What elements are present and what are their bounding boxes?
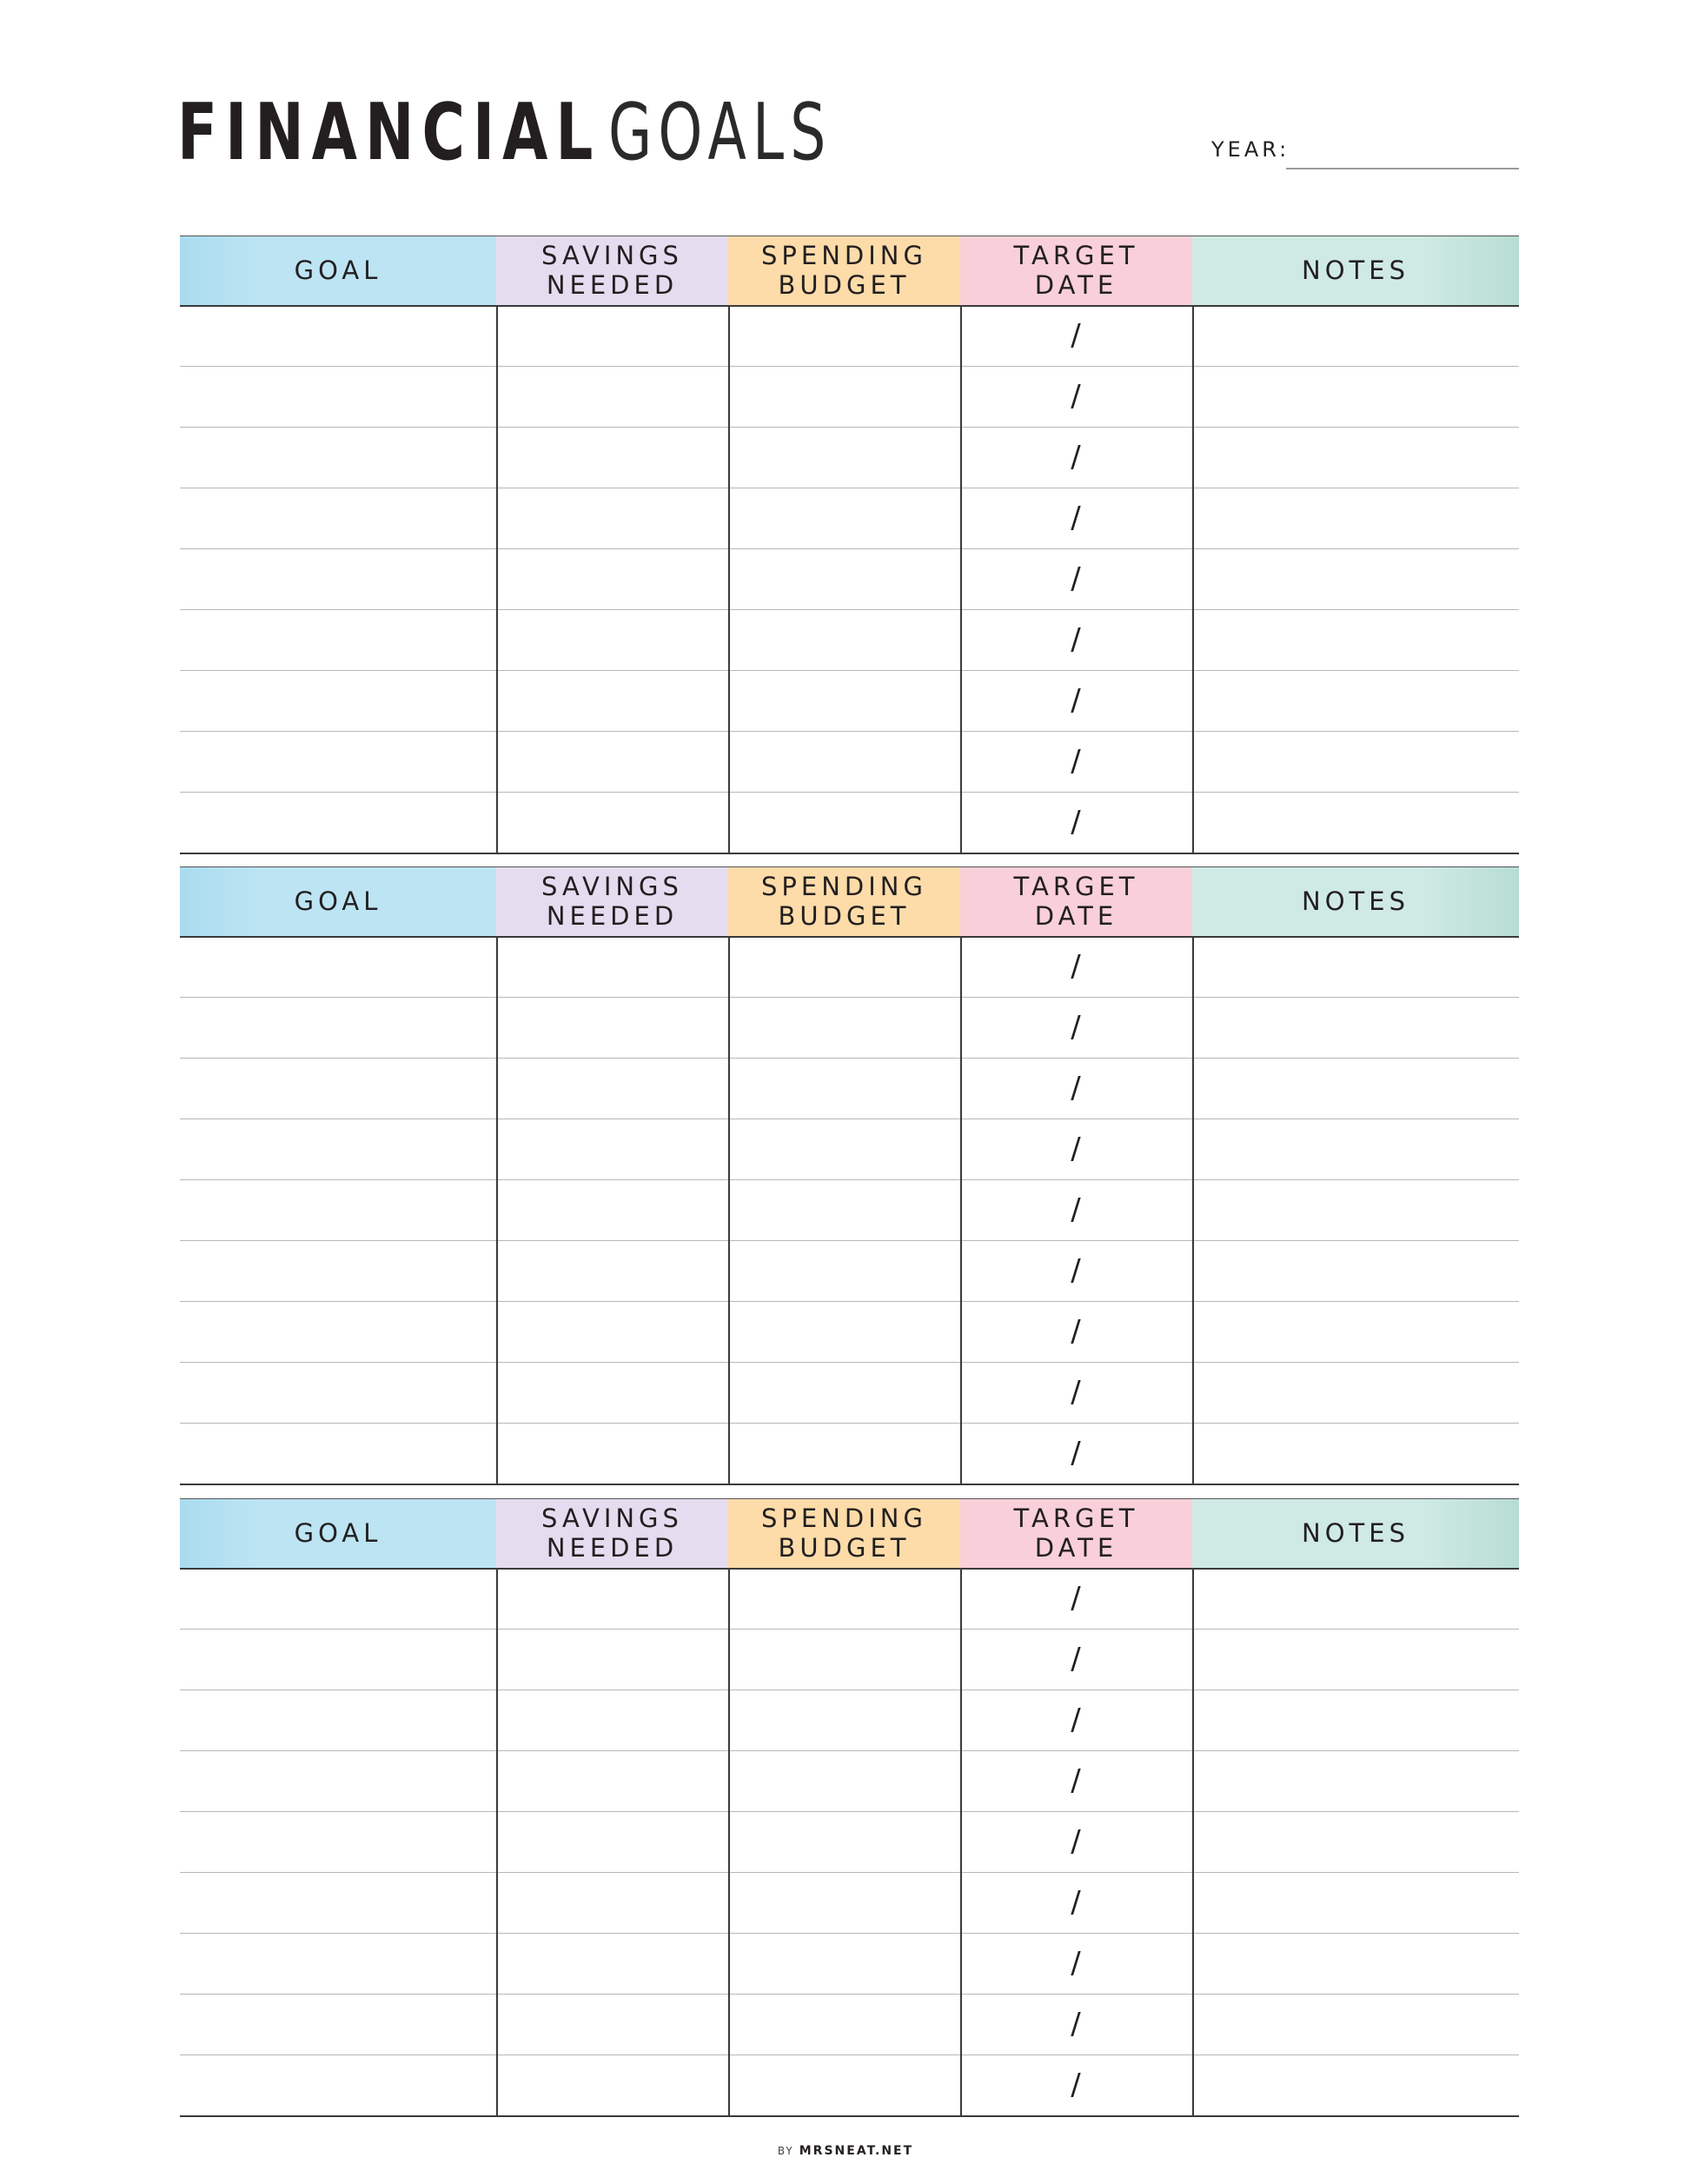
row-divider <box>180 1423 1519 1424</box>
column-header <box>1192 1498 1519 1568</box>
row-divider <box>180 731 1519 732</box>
page-title-bold: FINANCIAL <box>177 87 601 178</box>
row-divider <box>180 1058 1519 1059</box>
target-date-field[interactable]: / <box>1071 1314 1081 1349</box>
target-date-field[interactable]: / <box>1071 949 1081 984</box>
row-divider <box>180 427 1519 428</box>
column-header-label: GOAL <box>294 886 382 916</box>
column-header-label: SPENDING <box>761 241 927 270</box>
column-header <box>496 866 728 936</box>
column-divider <box>960 936 962 1484</box>
column-header <box>728 1498 960 1568</box>
column-header-label: NEEDED <box>546 901 679 931</box>
target-date-field[interactable]: / <box>1071 1703 1081 1737</box>
column-header <box>728 866 960 936</box>
goals-table <box>180 1498 1519 2115</box>
target-date-field[interactable]: / <box>1071 805 1081 840</box>
target-date-field[interactable]: / <box>1071 318 1081 353</box>
column-header-label: DATE <box>1034 270 1118 300</box>
column-divider <box>496 305 498 853</box>
target-date-field[interactable]: / <box>1071 561 1081 596</box>
column-header-label: DATE <box>1034 1533 1118 1563</box>
column-header-label: TARGET <box>1013 1504 1139 1533</box>
row-divider <box>180 366 1519 367</box>
column-header <box>496 236 728 305</box>
row-divider <box>180 1629 1519 1630</box>
column-divider <box>728 305 730 853</box>
year-label: YEAR: <box>1211 137 1290 162</box>
target-date-field[interactable]: / <box>1071 1192 1081 1227</box>
column-header <box>960 866 1192 936</box>
table-top-border <box>180 866 1519 867</box>
row-divider <box>180 1872 1519 1873</box>
column-header <box>496 1498 728 1568</box>
table-bottom-border <box>180 853 1519 854</box>
column-header <box>960 236 1192 305</box>
header-bottom-border <box>180 1568 1519 1570</box>
column-divider <box>960 1568 962 2115</box>
year-input-line[interactable] <box>1286 168 1519 169</box>
row-divider <box>180 1179 1519 1180</box>
column-header-label: NEEDED <box>546 270 679 300</box>
row-divider <box>180 1240 1519 1241</box>
column-header-label: NOTES <box>1302 256 1409 285</box>
column-header-label: TARGET <box>1013 872 1139 901</box>
column-header-label: BUDGET <box>778 901 911 931</box>
column-header-label: SPENDING <box>761 872 927 901</box>
target-date-field[interactable]: / <box>1071 683 1081 718</box>
goals-table <box>180 866 1519 1484</box>
column-header-label: SAVINGS <box>541 872 683 901</box>
target-date-field[interactable]: / <box>1071 1581 1081 1616</box>
column-header-label: SAVINGS <box>541 1504 683 1533</box>
column-divider <box>728 936 730 1484</box>
column-header <box>728 236 960 305</box>
column-header-label: GOAL <box>294 256 382 285</box>
row-divider <box>180 548 1519 549</box>
target-date-field[interactable]: / <box>1071 1824 1081 1859</box>
column-header-label: NOTES <box>1302 886 1409 916</box>
column-header-label: SAVINGS <box>541 241 683 270</box>
row-divider <box>180 670 1519 671</box>
column-header <box>180 866 496 936</box>
target-date-field[interactable]: / <box>1071 2068 1081 2102</box>
column-header-label: SPENDING <box>761 1504 927 1533</box>
column-header-label: NOTES <box>1302 1518 1409 1548</box>
target-date-field[interactable]: / <box>1071 440 1081 475</box>
footer-brand: MRSNEAT.NET <box>799 2144 914 2158</box>
column-divider <box>1192 1568 1194 2115</box>
target-date-field[interactable]: / <box>1071 1763 1081 1798</box>
row-divider <box>180 792 1519 793</box>
table-bottom-border <box>180 2115 1519 2117</box>
column-divider <box>496 936 498 1484</box>
header-bottom-border <box>180 305 1519 307</box>
target-date-field[interactable]: / <box>1071 1642 1081 1676</box>
column-divider <box>960 305 962 853</box>
target-date-field[interactable]: / <box>1071 1071 1081 1105</box>
column-header-label: BUDGET <box>778 1533 911 1563</box>
column-header-label: BUDGET <box>778 270 911 300</box>
footer-by: BY <box>777 2145 794 2157</box>
target-date-field[interactable]: / <box>1071 1885 1081 1920</box>
target-date-field[interactable]: / <box>1071 2007 1081 2041</box>
target-date-field[interactable]: / <box>1071 379 1081 414</box>
column-header <box>180 236 496 305</box>
target-date-field[interactable]: / <box>1071 1375 1081 1410</box>
column-divider <box>728 1568 730 2115</box>
row-divider <box>180 997 1519 998</box>
column-header <box>1192 866 1519 936</box>
column-header-label: TARGET <box>1013 241 1139 270</box>
row-divider <box>180 1811 1519 1812</box>
table-top-border <box>180 1498 1519 1499</box>
row-divider <box>180 1994 1519 1995</box>
row-divider <box>180 609 1519 610</box>
target-date-field[interactable]: / <box>1071 1010 1081 1045</box>
column-divider <box>496 1568 498 2115</box>
header-bottom-border <box>180 936 1519 938</box>
row-divider <box>180 1301 1519 1302</box>
table-bottom-border <box>180 1484 1519 1485</box>
goals-table <box>180 236 1519 853</box>
column-header <box>960 1498 1192 1568</box>
target-date-field[interactable]: / <box>1071 1946 1081 1981</box>
target-date-field[interactable]: / <box>1071 1436 1081 1470</box>
footer-credit <box>0 2144 1691 2158</box>
target-date-field[interactable]: / <box>1071 622 1081 657</box>
column-header <box>180 1498 496 1568</box>
column-header-label: DATE <box>1034 901 1118 931</box>
target-date-field[interactable]: / <box>1071 501 1081 535</box>
target-date-field[interactable]: / <box>1071 1253 1081 1288</box>
row-divider <box>180 1689 1519 1690</box>
column-divider <box>1192 936 1194 1484</box>
row-divider <box>180 1750 1519 1751</box>
column-header-label: NEEDED <box>546 1533 679 1563</box>
page-title-light: GOALS <box>608 87 832 178</box>
column-header <box>1192 236 1519 305</box>
row-divider <box>180 1362 1519 1363</box>
column-divider <box>1192 305 1194 853</box>
column-header-label: GOAL <box>294 1518 382 1548</box>
target-date-field[interactable]: / <box>1071 744 1081 779</box>
row-divider <box>180 1933 1519 1934</box>
target-date-field[interactable]: / <box>1071 1132 1081 1166</box>
